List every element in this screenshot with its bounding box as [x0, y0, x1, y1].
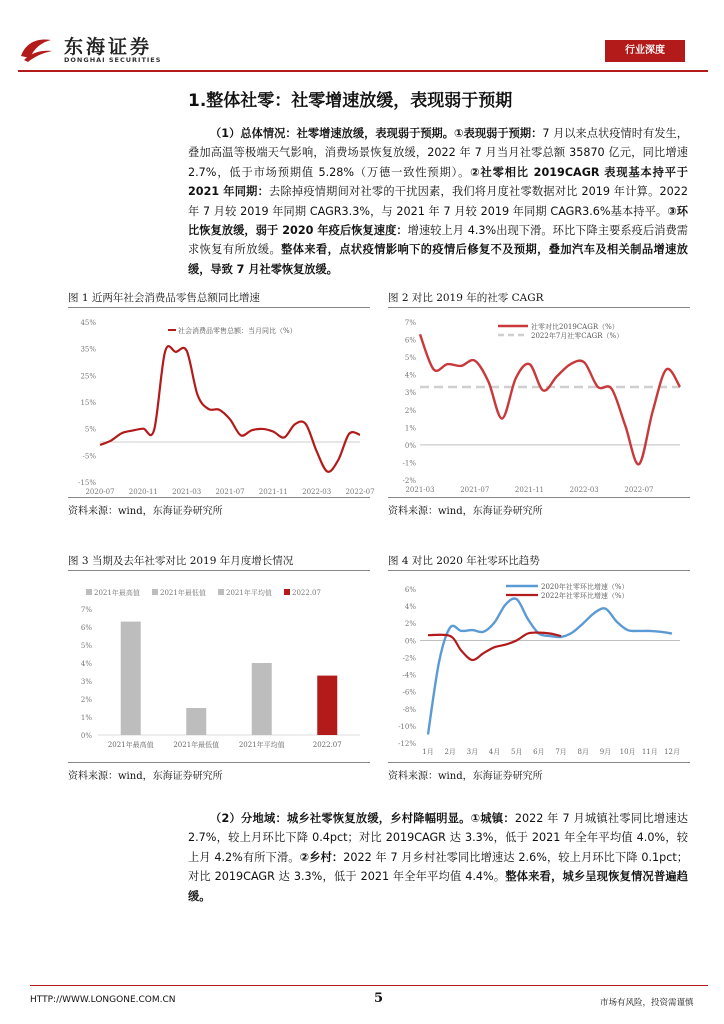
para2-rural: ②乡村： — [299, 850, 344, 864]
paragraph-overall — [188, 124, 688, 279]
y-tick-label: 4% — [404, 371, 416, 380]
legend-swatch — [284, 589, 290, 595]
figure-1-title: 图 1 近两年社会消费品零售总额同比增速 — [68, 292, 260, 304]
x-tick-label: 2021年最低值 — [173, 741, 220, 749]
figure-4-title: 图 4 对比 2020 年社零环比趋势 — [388, 555, 540, 567]
y-tick-label: 25% — [80, 372, 96, 381]
x-tick-label: 2020-07 — [85, 488, 115, 496]
footer-url[interactable]: HTTP://WWW.LONGONE.COM.CN — [30, 995, 176, 1005]
legend-swatch — [218, 589, 224, 595]
y-tick-label: 2% — [404, 620, 416, 629]
x-tick-label: 2021-11 — [514, 486, 545, 494]
para1-text-b: 去除掉疫情期间对社零的干扰因素，我们将月度社零数据对比 2019 年计算。2022 年 7 月较 2019 年同期 CAGR3.3%，与 2021 年 7 月较 2019 年同期 CAGR3.6%基本持平。 — [188, 185, 688, 218]
para1-text-c: 增速较上月 4.3%出现下滑。环比下降主要系疫后消费需求恢复有所放缓。 — [188, 224, 688, 257]
y-tick-label: -12% — [398, 740, 416, 748]
para1-point2: ②社零相比 2019CAGR 表现基本持平于 2021 年同期： — [188, 165, 688, 199]
y-tick-label: 0% — [404, 441, 416, 450]
figure-3-top-rule — [68, 570, 370, 571]
y-tick-label: 5% — [80, 642, 92, 650]
footer-disclaimer: 市场有风险，投资需谨慎 — [600, 998, 694, 1008]
logo-en: DONGHAI SECURITIES — [64, 56, 162, 64]
x-tick-label: 5月 — [510, 748, 523, 756]
y-tick-label: 0% — [404, 637, 416, 646]
x-tick-label: 6月 — [533, 748, 545, 756]
y-tick-label: -2% — [402, 477, 416, 485]
y-tick-label: -4% — [402, 671, 416, 680]
x-tick-label: 12月 — [664, 748, 680, 756]
y-tick-label: -6% — [402, 688, 416, 697]
x-tick-label: 2021-11 — [258, 488, 288, 496]
series-line-2022-mom — [428, 633, 561, 660]
figure-1-source: 资料来源：wind，东海证券研究所 — [68, 506, 223, 517]
figure-3-bottom-rule — [68, 762, 370, 763]
y-tick-label: -5% — [82, 452, 96, 461]
legend-label-1: 社零对比2019CAGR（%） — [531, 323, 619, 331]
para1-lead: （1）总体情况：社零增速放缓，表现弱于预期。①表现弱于预期： — [210, 127, 543, 140]
y-tick-label: 1% — [80, 714, 92, 722]
legend-label: 2021年平均值 — [226, 589, 272, 597]
figure-4-source: 资料来源：wind，东海证券研究所 — [388, 771, 543, 782]
y-tick-label: 4% — [80, 660, 92, 668]
para2-conclusion: 整体来看，城乡呈现恢复情况普遍趋缓。 — [188, 870, 688, 903]
x-tick-label: 9月 — [599, 748, 612, 756]
y-tick-label: 3% — [80, 678, 92, 686]
legend-label-2: 2022年社零环比增速（%） — [541, 592, 629, 600]
bar-3 — [252, 663, 272, 735]
section-title: 1.整体社零：社零增速放缓，表现弱于预期 — [188, 91, 513, 111]
figure-4-bottom-rule — [388, 762, 690, 763]
legend-label: 2022.07 — [292, 589, 321, 597]
y-tick-label: 1% — [404, 424, 416, 433]
logo-icon — [18, 34, 54, 64]
y-tick-label: 15% — [80, 399, 96, 407]
y-tick-label: -1% — [402, 459, 416, 468]
chart-1 — [68, 310, 375, 496]
legend-label: 2021年最低值 — [160, 589, 206, 597]
figure-2-top-rule — [388, 307, 690, 308]
x-tick-label: 2020-11 — [128, 488, 158, 496]
legend-label-1: 2020年社零环比增速（%） — [541, 583, 629, 591]
y-tick-label: 2% — [80, 696, 92, 704]
figure-3-title: 图 3 当期及去年社零对比 2019 年月度增长情况 — [68, 555, 294, 567]
bar-4 — [317, 676, 337, 735]
y-tick-label: 6% — [80, 624, 92, 632]
y-tick-label: 5% — [404, 354, 416, 363]
chart-2 — [388, 310, 690, 496]
y-tick-label: 6% — [404, 586, 416, 594]
x-tick-label: 2021-03 — [405, 486, 435, 494]
x-tick-label: 8月 — [577, 748, 590, 756]
figure-1-top-rule — [68, 307, 370, 308]
x-tick-label: 2022-03 — [302, 488, 332, 496]
x-tick-label: 2021-07 — [460, 486, 490, 494]
figure-2-source: 资料来源：wind，东海证券研究所 — [388, 506, 543, 517]
y-tick-label: 5% — [84, 425, 96, 434]
figure-1-bottom-rule — [68, 497, 370, 498]
logo-cn: 东海证券 — [64, 36, 153, 58]
y-tick-label: -2% — [402, 654, 416, 663]
x-tick-label: 2021-03 — [172, 488, 202, 496]
legend-swatch — [86, 589, 92, 595]
x-tick-label: 2022-07 — [624, 486, 654, 494]
paragraph-regional — [188, 809, 688, 906]
x-tick-label: 7月 — [555, 748, 567, 756]
figure-4-top-rule — [388, 570, 690, 571]
x-tick-label: 11月 — [641, 748, 658, 756]
y-tick-label: 7% — [80, 606, 92, 614]
bar-1 — [121, 622, 141, 735]
bar-2 — [186, 708, 206, 735]
x-tick-label: 1月 — [422, 748, 434, 756]
para1-text-a: 7 月以来点状疫情时有发生，叠加高温等极端天气影响，消费场景恢复放缓，2022 年 7 月当月社零总额 35870 亿元，同比增速 2.7%，低于市场预期值 5.28%（万德一致性预期）。 — [188, 127, 688, 179]
x-tick-label: 2021年最高值 — [107, 741, 154, 749]
x-tick-label: 10月 — [619, 748, 636, 756]
figure-3-source: 资料来源：wind，东海证券研究所 — [68, 771, 223, 782]
x-tick-label: 2021年平均值 — [238, 741, 285, 749]
series-line-retail-yoy — [100, 346, 360, 472]
x-tick-label: 2022.07 — [312, 741, 342, 749]
x-tick-label: 2022-07 — [345, 488, 375, 496]
x-tick-label: 4月 — [488, 748, 501, 756]
header-rule — [18, 70, 708, 72]
x-tick-label: 2022-03 — [569, 486, 599, 494]
y-tick-label: -8% — [402, 705, 416, 714]
y-tick-label: 7% — [404, 319, 416, 327]
para2-text-a: 2022 年 7 月城镇社零同比增速达 2.7%，较上月环比下降 0.4pct；对比 2019CAGR 达 3.3%，低于 2021 年全年平均值 4.0%，较上月 4.2%有所下滑。 — [188, 812, 688, 864]
footer-rule — [30, 985, 708, 986]
para2-lead: （2）分地域：城乡社零恢复放缓，乡村降幅明显。①城镇： — [210, 812, 515, 825]
x-tick-label: 3月 — [466, 748, 479, 756]
series-line-2020-mom — [428, 598, 672, 734]
legend-swatch — [152, 589, 158, 595]
figure-2-title: 图 2 对比 2019 年的社零 CAGR — [388, 292, 544, 304]
x-tick-label: 2021-07 — [215, 488, 245, 496]
para1-conclusion: 整体来看，点状疫情影响下的疫情后修复不及预期，叠加汽车及相关制品增速放缓，导致 7 月社零恢复放缓。 — [188, 243, 688, 276]
chart-3 — [68, 573, 370, 761]
y-tick-label: 6% — [404, 336, 416, 345]
page-number: 5 — [374, 991, 384, 1006]
x-tick-label: 2月 — [444, 748, 456, 756]
y-tick-label: 2% — [404, 406, 416, 415]
y-tick-label: 45% — [80, 319, 96, 327]
para1-point3: ③环比恢复放缓，弱于 2020 年疫后恢复速度： — [188, 204, 688, 238]
y-tick-label: 35% — [80, 345, 96, 354]
y-tick-label: 4% — [404, 603, 416, 612]
header-tag: 行业深度 — [605, 40, 685, 62]
y-tick-label: 0% — [80, 732, 92, 740]
y-tick-label: -10% — [398, 722, 416, 731]
legend-label: 社会消费品零售总额：当月同比（%） — [178, 327, 297, 335]
chart-4 — [388, 573, 690, 761]
y-tick-label: -15% — [78, 479, 96, 487]
figure-2-bottom-rule — [388, 497, 690, 498]
y-tick-label: 3% — [404, 389, 416, 398]
header — [18, 28, 708, 70]
legend-label-2: 2022年7月社零CAGR（%） — [531, 332, 624, 340]
legend-label: 2021年最高值 — [94, 589, 140, 597]
para2-text-b: 2022 年 7 月乡村社零同比增速达 2.6%，较上月环比下降 0.1pct；对比 2019CAGR 达 3.3%，低于 2021 年全年平均值 4.4%。 — [188, 850, 688, 884]
